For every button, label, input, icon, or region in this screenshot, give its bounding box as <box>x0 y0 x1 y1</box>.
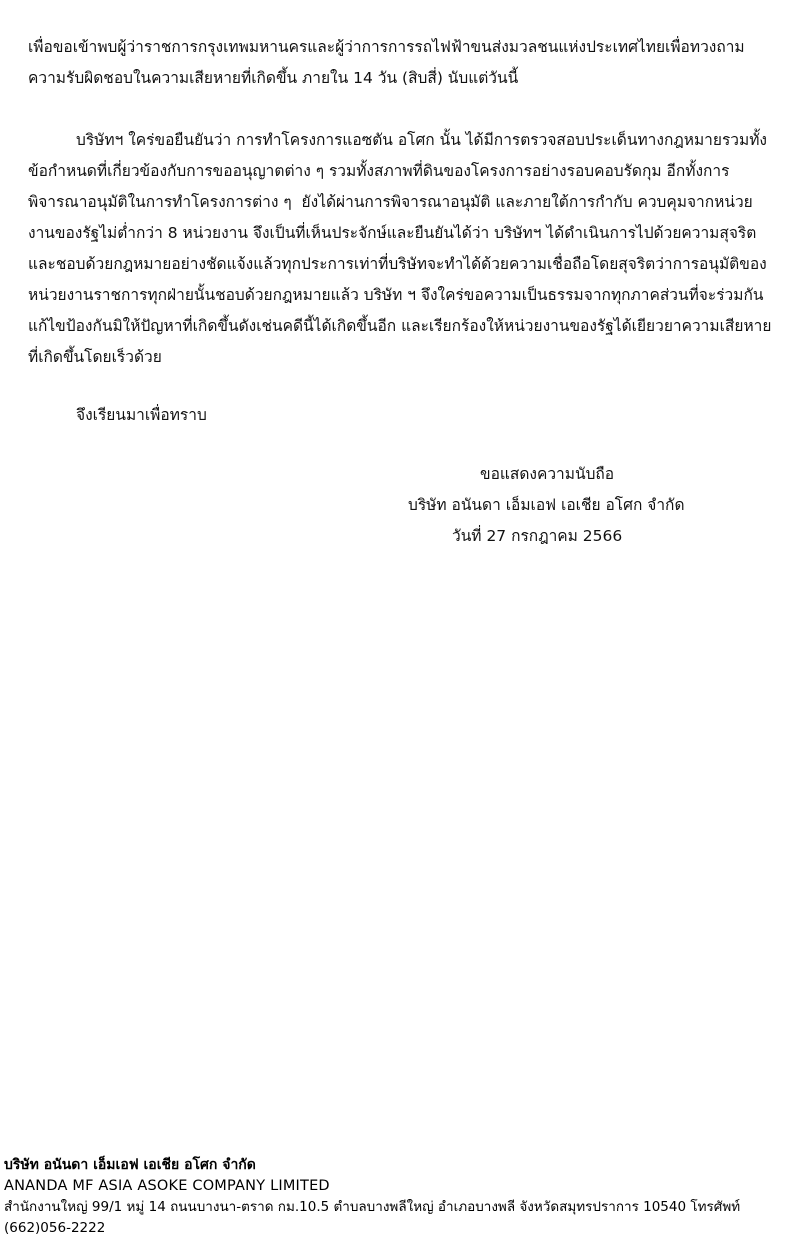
paragraph-3: จึงเรียนมาเพื่อทราบ <box>76 406 207 424</box>
document-body <box>28 32 772 552</box>
closing-date: วันที่ 27 กรกฎาคม 2566 <box>452 527 623 545</box>
footer-address: สำนักงานใหญ่ 99/1 หมู่ 14 ถนนบางนา-ตราด กม.10.5 ตำบลบางพลีใหญ่ อำเภอบางพลี จังหวัดสมุทรปราการ 10540 โทรศัพท์ (662)056-2222 <box>4 1199 741 1236</box>
footer-company-th: บริษัท อนันดา เอ็มเอฟ เอเชีย อโศก จำกัด <box>4 1157 256 1173</box>
paragraph-spacer <box>28 373 772 400</box>
paragraph-2: บริษัทฯ ใคร่ขอยืนยันว่า การทำโครงการแอซตัน อโศก นั้น ได้มีการตรวจสอบประเด็นทางกฎหมายรวมทั้งข้อกำหนดที่เกี่ยวข้องกับการขออนุญาตต่าง ๆ รวมทั้งสภาพที่ดินของโครงการอย่างรอบคอบรัดกุม อีกทั้งการพิจารณาอนุมัติในการทำโครงการต่าง ๆ ยังได้ผ่านการพิจารณาอนุมัติ และภายใต้การกำกับ ควบคุมจากหน่วยงานของรัฐไม่ต่ำกว่า 8 หน่วยงาน จึงเป็นที่เห็นประจักษ์และยืนยันได้ว่า บริษัทฯ ได้ดำเนินการไปด้วยความสุจริต และชอบด้วยกฎหมายอย่างชัดแจ้งแล้วทุกประการเท่าที่บริษัทจะทำได้ด้วยความเชื่อถือโดยสุจริตว่าการอนุมัติของหน่วยงานราชการทุกฝ่ายนั้นชอบด้วยกฎหมายแล้ว บริษัท ฯ จึงใคร่ขอความเป็นธรรมจากทุกภาคส่วนที่จะร่วมกันแก้ไขป้องกันมิให้ปัญหาที่เกิดขึ้นดังเช่นคดีนี้ได้เกิดขึ้นอีก และเรียกร้องให้หน่วยงานของรัฐได้เยียวยาความเสียหายที่เกิดขึ้นโดยเร็วด้วย <box>28 131 772 366</box>
paragraph-spacer <box>28 94 772 125</box>
paragraph-1: เพื่อขอเข้าพบผู้ว่าราชการกรุงเทพมหานครและผู้ว่าการการรถไฟฟ้าขนส่งมวลชนแห่งประเทศไทยเพื่อทวงถามความรับผิดชอบในความเสียหายที่เกิดขึ้น ภายใน 14 วัน (สิบสี่) นับแต่วันนี้ <box>28 38 745 87</box>
closing-company: บริษัท อนันดา เอ็มเอฟ เอเชีย อโศก จำกัด <box>408 496 685 514</box>
footer-company-en: ANANDA MF ASIA ASOKE COMPANY LIMITED <box>4 1178 330 1194</box>
closing-block <box>28 459 772 552</box>
document-footer <box>4 1154 794 1239</box>
closing-regards: ขอแสดงความนับถือ <box>480 465 615 483</box>
